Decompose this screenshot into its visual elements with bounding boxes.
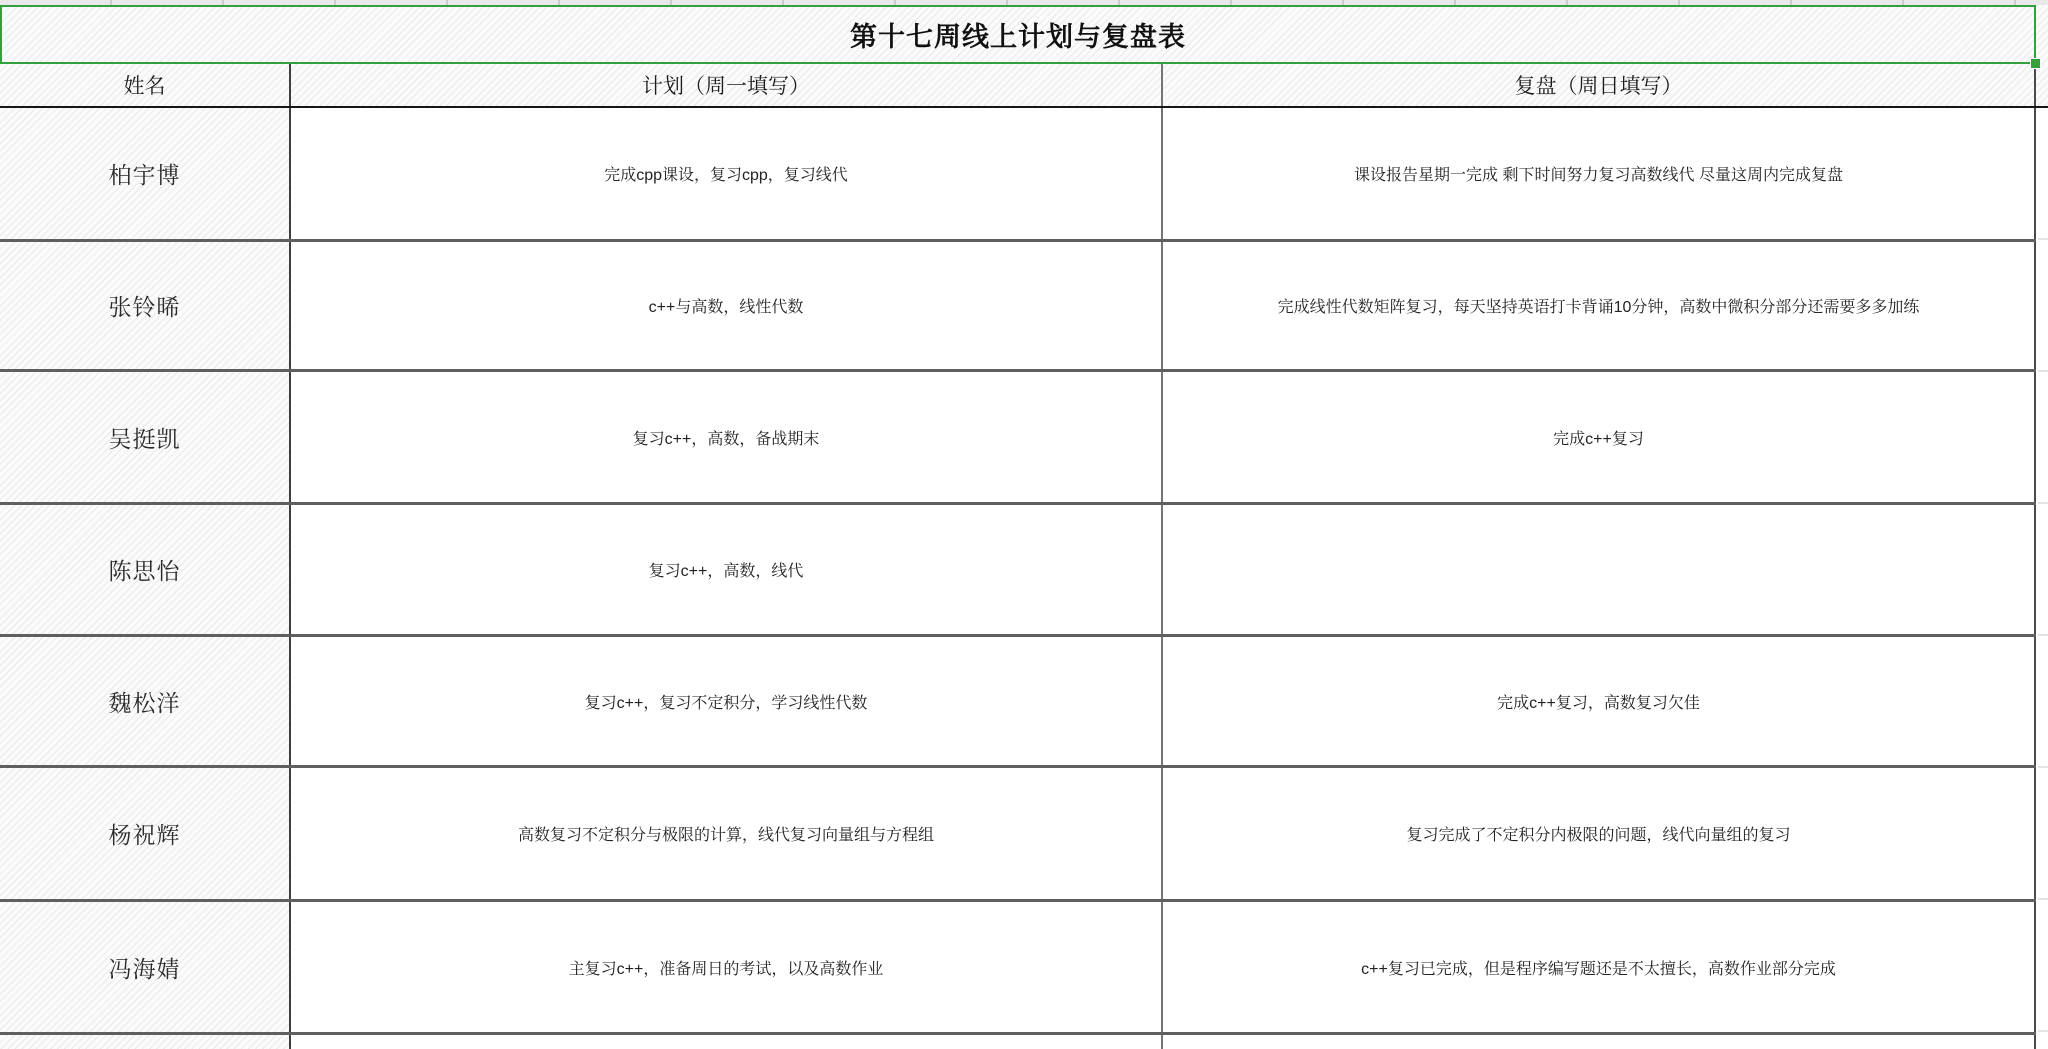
header-cell-name[interactable] [0, 64, 291, 106]
header-cell-review[interactable] [1163, 64, 2036, 106]
cell-name[interactable]: 魏松洋 [0, 637, 291, 765]
cell-review[interactable]: 复习完成了不定积分内极限的问题，线代向量组的复习 [1163, 768, 2036, 899]
header-label-plan: 计划（周一填写） [642, 75, 810, 98]
header-label-name: 姓名 [123, 75, 166, 98]
title-merged-cell[interactable] [0, 5, 2036, 64]
cell-review[interactable]: 完成c++复习 [1163, 372, 2036, 502]
table-row [0, 637, 2036, 768]
header-label-review: 复盘（周日填写） [1514, 75, 1683, 98]
selection-fill-handle[interactable] [2030, 58, 2041, 69]
table-row [0, 372, 2036, 505]
cell-plan[interactable]: 复习c++，高数，线代 [291, 505, 1163, 634]
cell-name[interactable]: 冯海婧 [0, 902, 291, 1032]
sheet-right-sliver [2038, 108, 2048, 1049]
cell-plan[interactable]: 复习c++，高数，备战期末 [291, 372, 1163, 502]
cell-name[interactable]: 张铃晞 [0, 242, 291, 369]
table-row [0, 505, 2036, 637]
cell-name[interactable] [0, 1035, 291, 1049]
table-header-row [0, 64, 2048, 108]
cell-plan[interactable]: 高数复习不定积分与极限的计算，线代复习向量组与方程组 [291, 768, 1163, 899]
header-sliver [2036, 64, 2046, 106]
table-row [0, 242, 2036, 372]
table-row [0, 108, 2036, 242]
cell-name[interactable]: 陈思怡 [0, 505, 291, 634]
cell-review[interactable]: 完成线性代数矩阵复习，每天坚持英语打卡背诵10分钟，高数中微积分部分还需要多多加练 [1163, 242, 2036, 369]
cell-plan[interactable]: 完成cpp课设，复习cpp，复习线代 [291, 108, 1163, 239]
cell-review[interactable]: 课设报告星期一完成 剩下时间努力复习高数线代 尽量这周内完成复盘 [1163, 108, 2036, 239]
cell-plan[interactable]: 复习c++，复习不定积分，学习线性代数 [291, 637, 1163, 765]
table-row [0, 902, 2036, 1035]
cell-name[interactable]: 杨祝辉 [0, 768, 291, 899]
cell-review[interactable] [1163, 1035, 2036, 1049]
title-band [0, 5, 2048, 64]
cell-review[interactable]: 完成c++复习，高数复习欠佳 [1163, 637, 2036, 765]
cell-name[interactable]: 吴挺凯 [0, 372, 291, 502]
cell-name[interactable]: 柏宇博 [0, 108, 291, 239]
cell-plan[interactable]: c++与高数，线性代数 [291, 242, 1163, 369]
cell-review[interactable]: c++复习已完成，但是程序编写题还是不太擅长，高数作业部分完成 [1163, 902, 2036, 1032]
table-body [0, 108, 2036, 1049]
header-cell-plan[interactable] [291, 64, 1163, 106]
cell-review[interactable] [1163, 505, 2036, 634]
table-row-partial [0, 1035, 2036, 1049]
cell-plan[interactable] [291, 1035, 1163, 1049]
page-title: 第十七周线上计划与复盘表 [850, 22, 1186, 52]
cell-plan[interactable]: 主复习c++，准备周日的考试，以及高数作业 [291, 902, 1163, 1032]
table-row [0, 768, 2036, 902]
